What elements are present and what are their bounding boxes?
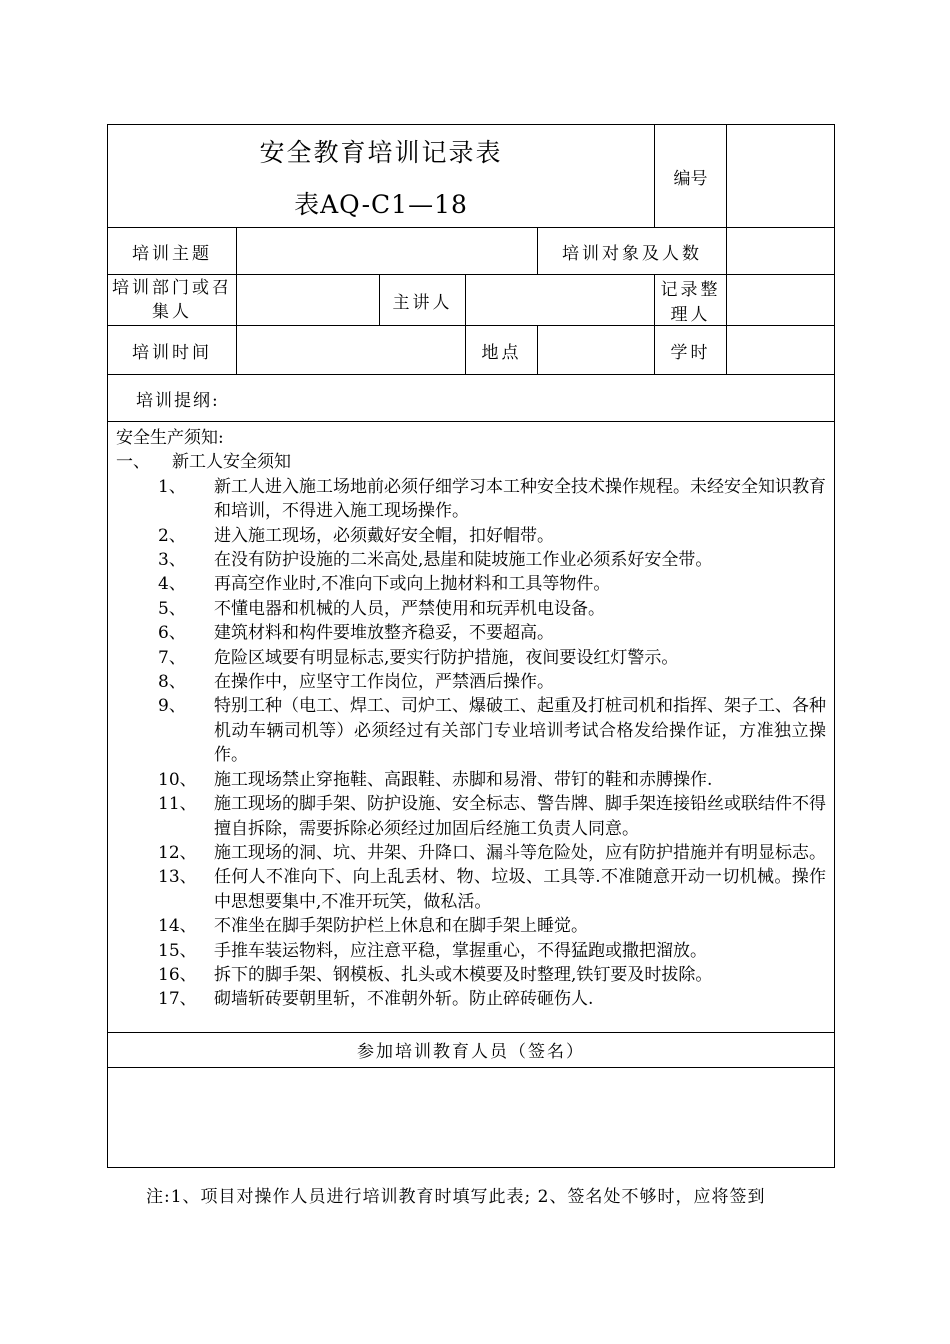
- list-item: [116, 963, 826, 987]
- signature-area[interactable]: [108, 1067, 835, 1167]
- notes-heading: 安全生产须知:: [116, 428, 224, 448]
- item-number: 13、: [158, 867, 197, 888]
- item-text: 特别工种（电工、焊工、司炉工、爆破工、起重及打桩司机和指挥、架子工、各种机动车辆司机等）必须经过有关部门专业培训考试合格发给操作证，方准独立操作。: [214, 696, 827, 766]
- list-item: [116, 524, 826, 548]
- recorder-field[interactable]: [727, 275, 835, 326]
- list-item: [116, 670, 826, 694]
- dept-label: 培训部门或召集人: [108, 275, 237, 326]
- list-item: [116, 548, 826, 572]
- notes-section: [116, 450, 826, 474]
- item-number: 7、: [158, 647, 186, 668]
- item-text: 手推车装运物料，应注意平稳，掌握重心，不得猛跑或撒把溜放。: [214, 940, 707, 961]
- list-item: [116, 939, 826, 963]
- list-item: [116, 914, 826, 938]
- item-number: 2、: [158, 525, 186, 546]
- speaker-label: 主讲人: [380, 275, 466, 326]
- hours-label: 学时: [655, 326, 727, 375]
- list-item: [116, 475, 826, 524]
- hours-field[interactable]: [727, 326, 835, 375]
- notes-list: [116, 475, 826, 1012]
- outline-label: 培训提纲:: [108, 375, 835, 422]
- footnote: 注:1、项目对操作人员进行培训教育时填写此表; 2、签名处不够时，应将签到: [146, 1187, 766, 1207]
- item-number: 16、: [158, 964, 197, 985]
- topic-label: 培训主题: [108, 228, 237, 275]
- item-text: 在操作中，应坚守工作岗位，严禁酒后操作。: [214, 672, 554, 693]
- list-item: [116, 768, 826, 792]
- number-field[interactable]: [727, 125, 835, 228]
- list-item: [116, 987, 826, 1011]
- topic-field[interactable]: [237, 228, 538, 275]
- item-number: 5、: [158, 598, 186, 619]
- item-text: 拆下的脚手架、钢模板、扎头或木模要及时整理,铁钉要及时拔除。: [214, 964, 713, 985]
- list-item: [116, 865, 826, 914]
- training-record-form: [107, 124, 835, 1168]
- item-text: 再高空作业时,不准向下或向上抛材料和工具等物件。: [214, 574, 611, 595]
- item-number: 9、: [158, 696, 186, 717]
- item-text: 在没有防护设施的二米高处,悬崖和陡坡施工作业必须系好安全带。: [214, 550, 713, 571]
- item-text: 任何人不准向下、向上乱丢材、物、垃圾、工具等.不准随意开动一切机械。操作中思想要集中,不准开玩笑，做私活。: [214, 867, 827, 912]
- item-number: 3、: [158, 550, 186, 571]
- item-text: 新工人进入施工场地前必须仔细学习本工种安全技术操作规程。未经安全知识教育和培训，不得进入施工现场操作。: [214, 476, 827, 522]
- signature-header: 参加培训教育人员（签名）: [108, 1032, 835, 1067]
- list-item: [116, 621, 826, 645]
- item-text: 进入施工现场，必须戴好安全帽，扣好帽带。: [214, 525, 554, 546]
- item-text: 施工现场的脚手架、防护设施、安全标志、警告牌、脚手架连接铅丝或联结件不得擅自拆除，需要拆除必须经过加固后经施工负责人同意。: [214, 794, 827, 839]
- item-text: 施工现场的洞、坑、井架、升降口、漏斗等危险处，应有防护措施并有明显标志。: [214, 842, 826, 863]
- item-text: 不懂电器和机械的人员，严禁使用和玩弄机电设备。: [214, 598, 605, 619]
- audience-field[interactable]: [727, 228, 835, 275]
- dept-field[interactable]: [237, 275, 380, 326]
- item-text: 不准坐在脚手架防护栏上休息和在脚手架上睡觉。: [214, 916, 588, 937]
- item-number: 11、: [158, 794, 197, 815]
- location-field[interactable]: [538, 326, 655, 375]
- speaker-field[interactable]: [466, 275, 655, 326]
- number-label: 编号: [655, 125, 727, 228]
- list-item: [116, 694, 826, 767]
- list-item: [116, 841, 826, 865]
- item-number: 17、: [158, 989, 197, 1010]
- item-number: 6、: [158, 623, 186, 644]
- safety-notes: [108, 422, 835, 1033]
- item-number: 1、: [158, 476, 186, 497]
- item-text: 施工现场禁止穿拖鞋、高跟鞋、赤脚和易滑、带钉的鞋和赤膊操作.: [214, 769, 713, 790]
- section-number: 一、: [116, 452, 150, 473]
- section-title: 新工人安全须知: [172, 452, 291, 473]
- item-number: 4、: [158, 574, 186, 595]
- audience-label: 培训对象及人数: [538, 228, 727, 275]
- list-item: [116, 597, 826, 621]
- time-field[interactable]: [237, 326, 466, 375]
- item-number: 8、: [158, 672, 186, 693]
- item-text: 危险区域要有明显标志,要实行防护措施，夜间要设红灯警示。: [214, 647, 679, 668]
- list-item: [116, 646, 826, 670]
- form-title-cell: [108, 125, 655, 228]
- item-text: 建筑材料和构件要堆放整齐稳妥，不要超高。: [214, 623, 554, 644]
- location-label: 地点: [466, 326, 538, 375]
- item-number: 14、: [158, 916, 197, 937]
- time-label: 培训时间: [108, 326, 237, 375]
- form-title: 安全教育培训记录表: [259, 138, 503, 167]
- list-item: [116, 572, 826, 596]
- form-code: 表AQ-C1—18: [294, 190, 468, 219]
- item-text: 砌墙斩砖要朝里斩，不准朝外斩。防止碎砖砸伤人.: [214, 989, 594, 1010]
- recorder-label: 记录整理人: [655, 275, 727, 326]
- item-number: 10、: [158, 769, 197, 790]
- item-number: 15、: [158, 940, 197, 961]
- item-number: 12、: [158, 842, 197, 863]
- list-item: [116, 792, 826, 841]
